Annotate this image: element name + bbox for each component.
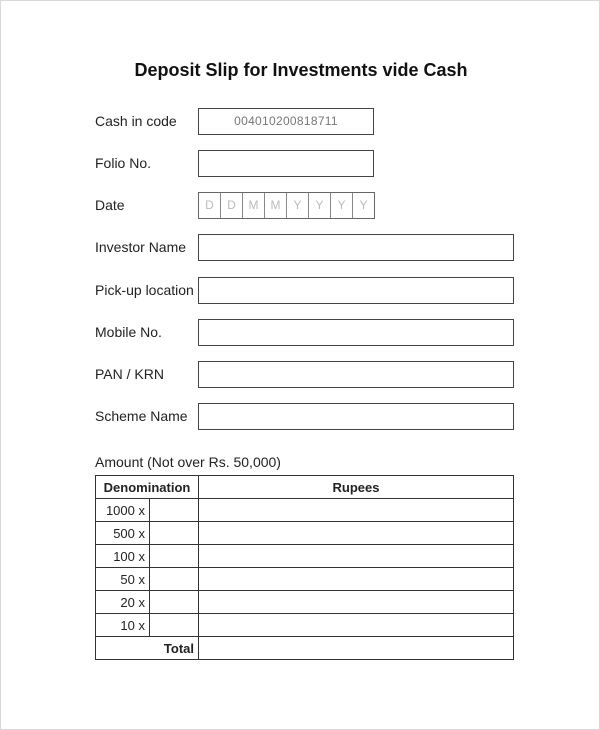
date-cell-month[interactable]: M [243,193,265,218]
date-cell-month[interactable]: M [265,193,287,218]
denomination-label: 1000 x [96,499,150,522]
total-row [96,637,514,660]
scheme-name-label: Scheme Name [95,408,188,424]
table-row [96,614,514,637]
scheme-name-field[interactable] [198,403,514,430]
pickup-location-label: Pick-up location [95,282,194,298]
denomination-header: Denomination [96,476,199,499]
table-row [96,545,514,568]
folio-no-field[interactable] [198,150,374,177]
date-cell-day[interactable]: D [199,193,221,218]
count-cell[interactable] [150,522,199,545]
denomination-table [95,475,514,660]
count-cell[interactable] [150,499,199,522]
rupees-cell[interactable] [199,499,514,522]
denomination-label: 100 x [96,545,150,568]
count-cell[interactable] [150,614,199,637]
date-cell-year[interactable]: Y [309,193,331,218]
date-cell-year[interactable]: Y [287,193,309,218]
mobile-no-field[interactable] [198,319,514,346]
rupees-cell[interactable] [199,614,514,637]
rupees-cell[interactable] [199,591,514,614]
count-cell[interactable] [150,568,199,591]
date-field[interactable] [198,192,375,219]
rupees-cell[interactable] [199,568,514,591]
cash-in-code-field[interactable]: 004010200818711 [198,108,374,135]
total-label: Total [96,637,199,660]
pickup-location-field[interactable] [198,277,514,304]
date-cell-day[interactable]: D [221,193,243,218]
table-row [96,568,514,591]
denomination-label: 20 x [96,591,150,614]
amount-label: Amount (Not over Rs. 50,000) [95,454,281,470]
cash-in-code-label: Cash in code [95,113,177,129]
count-cell[interactable] [150,591,199,614]
table-row [96,591,514,614]
pan-krn-label: PAN / KRN [95,366,164,382]
denomination-label: 50 x [96,568,150,591]
folio-no-label: Folio No. [95,155,152,171]
table-header-row [96,476,514,499]
form-title: Deposit Slip for Investments vide Cash [134,60,468,80]
date-cell-year[interactable]: Y [359,198,368,212]
table-row [96,499,514,522]
total-rupees-cell[interactable] [199,637,514,660]
pan-krn-field[interactable] [198,361,514,388]
rupees-cell[interactable] [199,522,514,545]
investor-name-field[interactable] [198,234,514,261]
rupees-cell[interactable] [199,545,514,568]
investor-name-label: Investor Name [95,239,187,255]
rupees-header: Rupees [199,476,514,499]
denomination-label: 10 x [96,614,150,637]
denomination-label: 500 x [96,522,150,545]
count-cell[interactable] [150,545,199,568]
date-label: Date [95,197,125,213]
table-row [96,522,514,545]
mobile-no-label: Mobile No. [95,324,162,340]
date-cell-year[interactable]: Y [331,193,353,218]
